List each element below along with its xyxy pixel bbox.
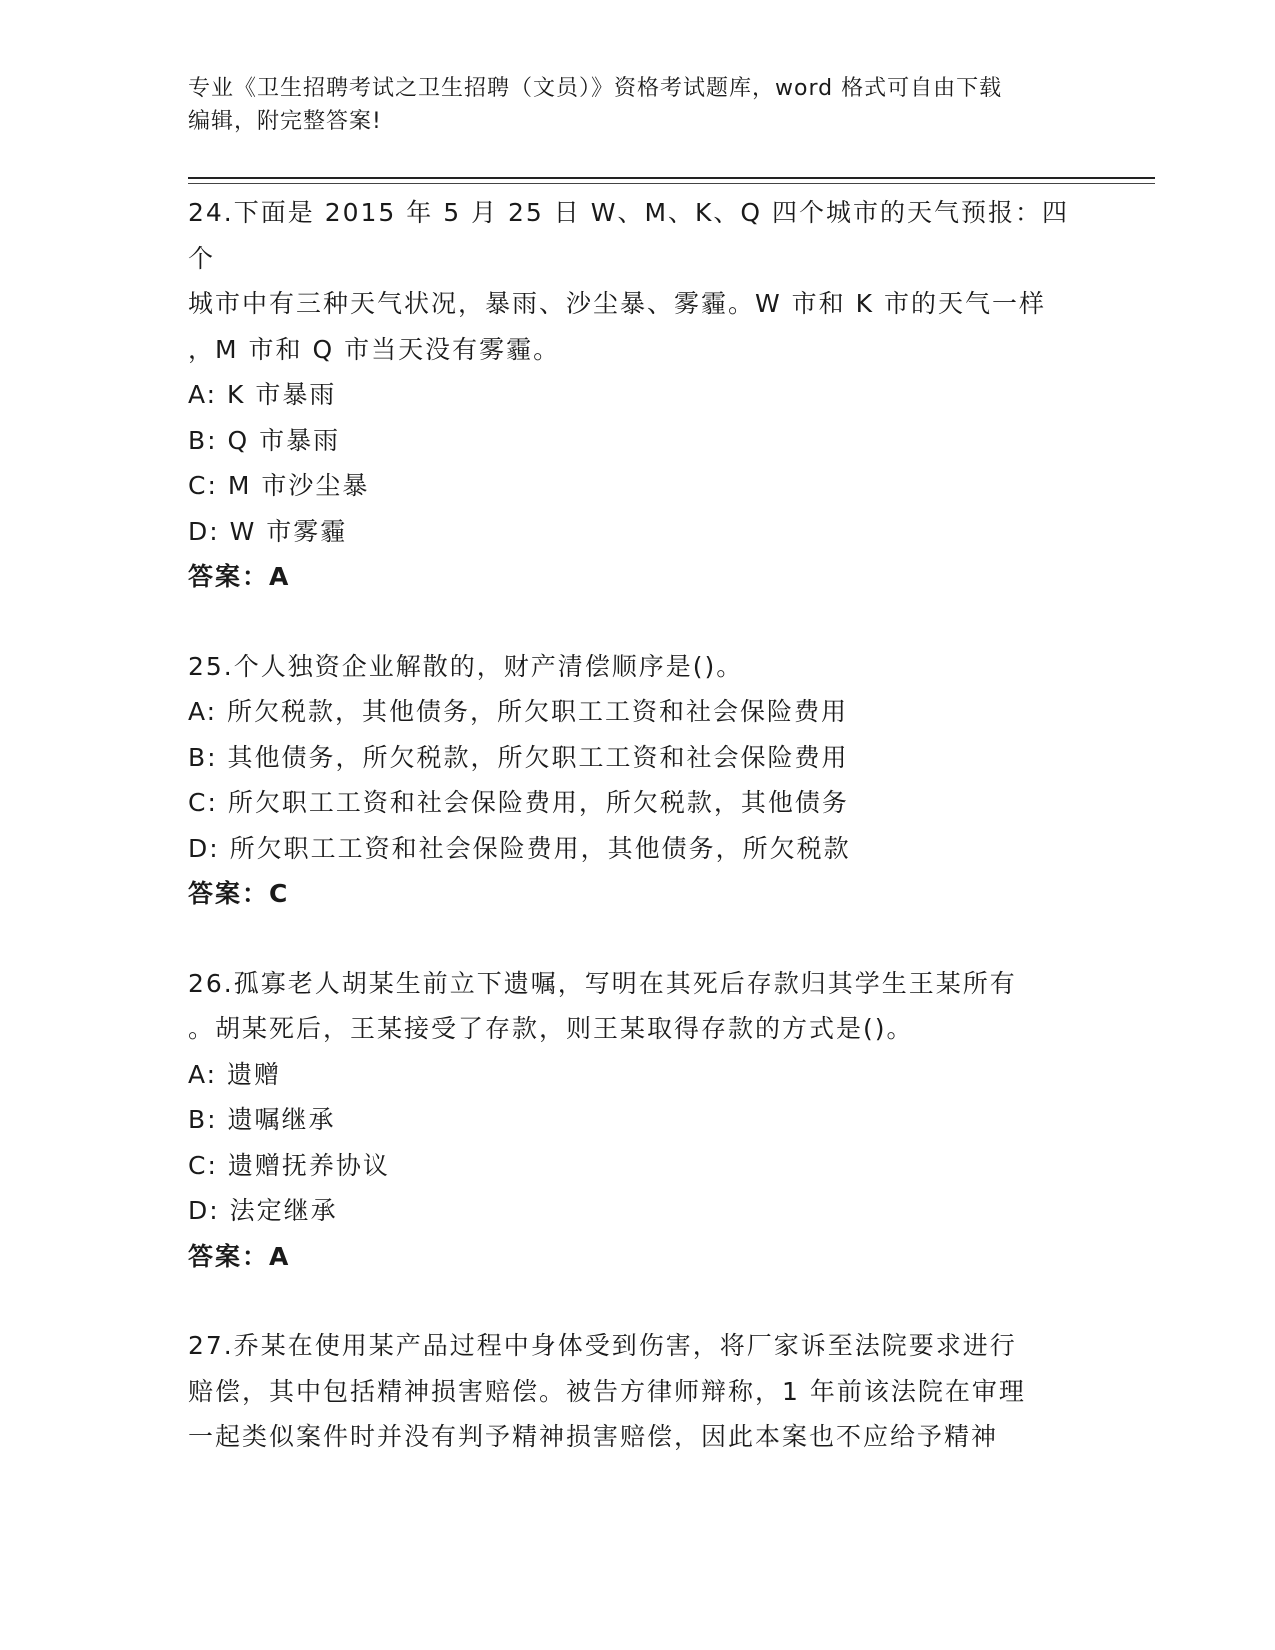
answer-line — [188, 554, 1088, 600]
option-c: C: 所欠职工工资和社会保险费用，所欠税款，其他债务 — [188, 788, 849, 817]
option-b: B: 其他债务，所欠税款，所欠职工工资和社会保险费用 — [188, 742, 849, 772]
answer-label: 答案： — [188, 1241, 270, 1271]
question-text-line: ，M 市和 Q 市当天没有雾霾。 — [188, 334, 561, 364]
question-text-line: 一起类似案件时并没有判予精神损害赔偿，因此本案也不应给予精神 — [188, 1422, 999, 1451]
option-b: B: 遗嘱继承 — [188, 1105, 336, 1134]
question-text-line: 城市中有三种天气状况，暴雨、沙尘暴、雾霾。W 市和 K 市的天气一样 — [188, 289, 1046, 318]
option-b: B: Q 市暴雨 — [188, 425, 341, 455]
answer-line — [188, 1234, 1088, 1280]
question-25 — [188, 644, 1088, 917]
question-text-line: 26.孤寡老人胡某生前立下遗嘱，写明在其死后存款归其学生王某所有 — [188, 968, 1017, 998]
answer-value: A — [269, 562, 291, 591]
question-text-line: 。胡某死后，王某接受了存款，则王某取得存款的方式是()。 — [188, 1014, 914, 1043]
answer-label: 答案： — [188, 879, 270, 908]
option-c: C: M 市沙尘暴 — [188, 471, 370, 500]
question-26 — [188, 961, 1088, 1280]
option-c: C: 遗赠抚养协议 — [188, 1150, 390, 1180]
question-text-line: 25.个人独资企业解散的，财产清偿顺序是()。 — [188, 651, 744, 681]
header-divider-thin — [188, 183, 1155, 184]
header-line-1: 专业《卫生招聘考试之卫生招聘（文员）》资格考试题库，word 格式可自由下载 — [188, 76, 1003, 101]
option-d: D: 所欠职工工资和社会保险费用，其他债务，所欠税款 — [188, 833, 851, 863]
option-a: A: 遗赠 — [188, 1059, 282, 1089]
question-27 — [188, 1323, 1088, 1460]
option-a: A: K 市暴雨 — [188, 380, 337, 409]
document-header — [188, 72, 1088, 138]
answer-line — [188, 871, 1088, 917]
header-line-2: 编辑，附完整答案! — [188, 109, 382, 134]
option-d: D: W 市雾霾 — [188, 516, 348, 546]
option-d: D: 法定继承 — [188, 1196, 338, 1225]
header-divider-thick — [188, 177, 1155, 179]
answer-value: C — [269, 879, 290, 908]
question-list — [188, 190, 1088, 1504]
question-text-line: 24.下面是 2015 年 5 月 25 日 W、M、K、Q 四个城市的天气预报：四个 — [188, 198, 1070, 273]
answer-label: 答案： — [188, 562, 270, 591]
question-24 — [188, 190, 1088, 600]
answer-value: A — [269, 1241, 291, 1271]
question-text-line: 27.乔某在使用某产品过程中身体受到伤害，将厂家诉至法院要求进行 — [188, 1331, 1017, 1360]
question-text-line: 赔偿，其中包括精神损害赔偿。被告方律师辩称，1 年前该法院在审理 — [188, 1376, 1026, 1406]
option-a: A: 所欠税款，其他债务，所欠职工工资和社会保险费用 — [188, 697, 849, 726]
